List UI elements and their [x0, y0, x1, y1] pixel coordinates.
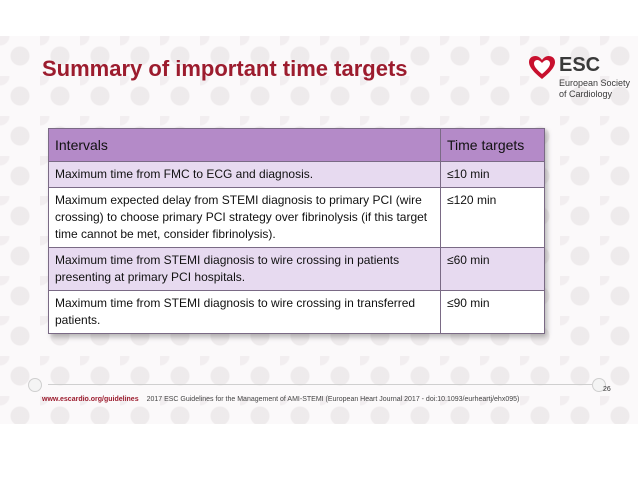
time-targets-header: Time targets — [441, 129, 545, 162]
footer-citation: 2017 ESC Guidelines for the Management of AMI-STEMI (European Heart Journal 2017 - doi:10.1093/eurheartj/ehx095) — [146, 396, 520, 403]
table-row — [49, 248, 545, 291]
interval-cell: Maximum time from STEMI diagnosis to wire crossing in transferred patients. — [49, 291, 441, 334]
footer-divider — [48, 384, 592, 385]
heart-icon — [528, 55, 556, 81]
target-cell: ≤60 min — [441, 248, 545, 291]
intervals-header: Intervals — [49, 129, 441, 162]
target-cell: ≤90 min — [441, 291, 545, 334]
esc-logo — [528, 54, 631, 104]
logo-abbreviation: ESC — [559, 54, 601, 76]
slide — [0, 36, 638, 424]
interval-cell: Maximum time from STEMI diagnosis to wire crossing in patients presenting at primary PCI hospitals. — [49, 248, 441, 291]
table-header-row — [49, 129, 545, 162]
target-cell: ≤10 min — [441, 162, 545, 188]
table-row — [49, 162, 545, 188]
target-cell: ≤120 min — [441, 188, 545, 248]
table-row — [49, 188, 545, 248]
table-row — [49, 291, 545, 334]
decorative-dot — [28, 378, 42, 392]
guidelines-link[interactable]: www.escardio.org/guidelines — [42, 396, 139, 403]
logo-name-line-2: of Cardiology — [559, 89, 613, 99]
slide-title: Summary of important time targets — [42, 56, 408, 81]
interval-cell: Maximum time from FMC to ECG and diagnosis. — [49, 162, 441, 188]
interval-cell: Maximum expected delay from STEMI diagnosis to primary PCI (wire crossing) to choose primary PCI strategy over fibrinolysis (if this target time cannot be met, consider fibrinolysis). — [49, 188, 441, 248]
page-number: 26 — [603, 386, 611, 393]
logo-name-line-1: European Society — [559, 78, 631, 88]
footer — [42, 396, 519, 403]
time-targets-table — [48, 128, 544, 334]
